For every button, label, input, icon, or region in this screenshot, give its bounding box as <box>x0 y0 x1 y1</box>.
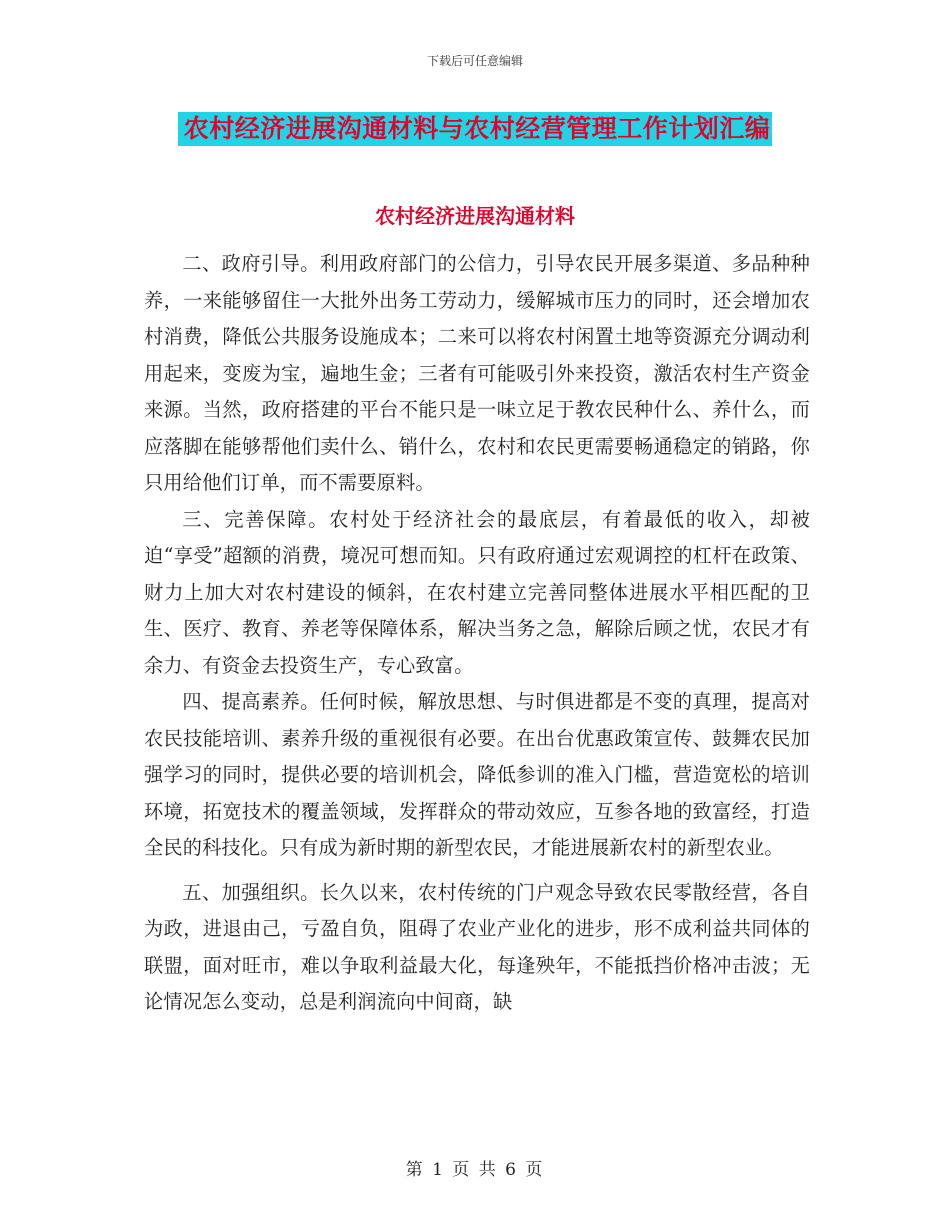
doc-title-wrap <box>0 112 950 146</box>
paragraph: 二、政府引导。利用政府部门的公信力，引导农民开展多渠道、多品种种养，一来能够留住一大批外出务工劳动力，缓解城市压力的同时，还会增加农村消费，降低公共服务设施成本；二来可以将农村闲置土地等资源充分调动利用起来，变废为宝，遍地生金；三者有可能吸引外来投资，激活农村生产资金来源。当然，政府搭建的平台不能只是一味立足于教农民种什么、养什么，而应落脚在能够帮他们卖什么、销什么，农村和农民更需要畅通稳定的销路，你只用给他们订单，而不需要原料。 <box>144 252 810 494</box>
body-text <box>144 246 810 1021</box>
section-title: 农村经济进展沟通材料 <box>375 204 575 228</box>
document-title: 农村经济进展沟通材料与农村经营管理工作计划汇编 <box>178 112 773 146</box>
paragraph: 四、提高素养。任何时候，解放思想、与时俱进都是不变的真理，提高对农民技能培训、素养升级的重视很有必要。在出台优惠政策宣传、鼓舞农民加强学习的同时，提供必要的培训机会，降低参训的准入门槛，营造宽松的培训环境，拓宽技术的覆盖领域，发挥群众的带动效应，互参各地的致富经，打造全民的科技化。只有成为新时期的新型农民，才能进展新农村的新型农业。 <box>144 690 810 859</box>
header-note: 下载后可任意编辑 <box>426 54 523 68</box>
paragraph: 五、加强组织。长久以来，农村传统的门户观念导致农民零散经营，各自为政，进退由己，亏盈自负，阻碍了农业产业化的进步，形不成利益共同体的联盟，面对旺市，难以争取利益最大化，每逢殃年，不能抵挡价格冲击波；无论情况怎么变动，总是利润流向中间商，缺 <box>144 880 810 1013</box>
paragraph: 三、完善保障。农村处于经济社会的最底层，有着最低的收入，却被迫“享受”超额的消费，境况可想而知。只有政府通过宏观调控的杠杆在政策、财力上加大对农村建设的倾斜，在农村建立完善同整体进展水平相匹配的卫生、医疗、教育、养老等保障体系，解决当务之急，解除后顾之忧，农民才有余力、有资金去投资生产，专心致富。 <box>144 507 810 677</box>
page-footer: 第 1 页 共 6 页 <box>405 1160 545 1180</box>
